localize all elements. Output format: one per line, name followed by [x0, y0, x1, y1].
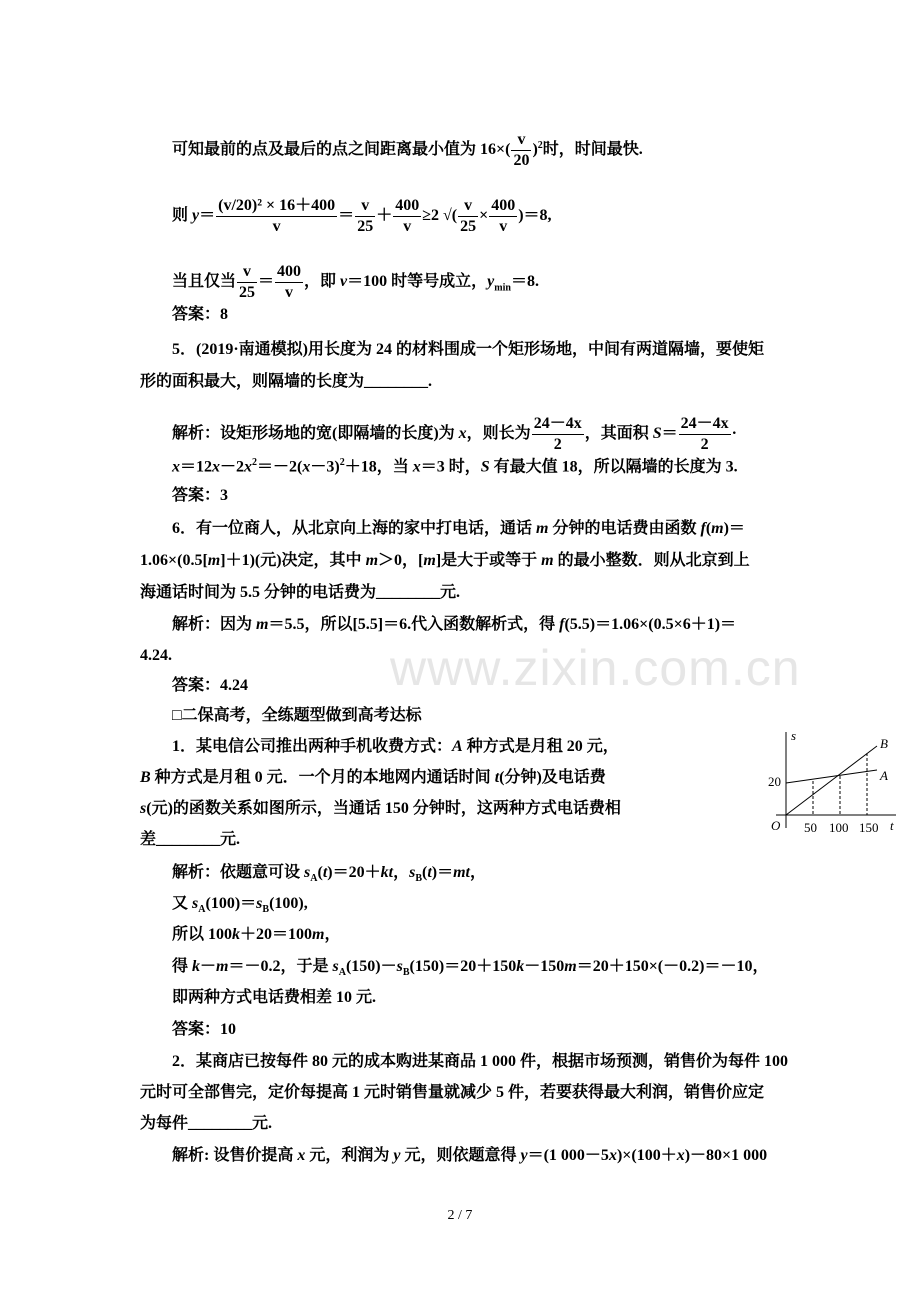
fraction	[216, 196, 337, 237]
text: ≥2 √(	[422, 207, 458, 225]
text-line	[140, 830, 240, 850]
math-variable: mt	[453, 864, 470, 881]
text: 又	[172, 895, 193, 912]
math-variable: k	[192, 958, 201, 975]
math-variable: x	[244, 458, 253, 476]
text: ，	[324, 926, 341, 943]
text: )＝8,	[518, 207, 552, 225]
numerator: 24－4x	[532, 414, 584, 435]
math-variable: v	[340, 273, 348, 291]
numerator: 400	[489, 196, 517, 217]
math-variable: x	[302, 458, 311, 476]
fraction	[275, 262, 303, 303]
math-variable: m	[365, 552, 379, 569]
line-b	[786, 746, 877, 815]
math-variable: kt	[380, 864, 394, 881]
text-line	[172, 1146, 767, 1166]
numerator: v	[355, 196, 375, 217]
numerator: v	[511, 130, 531, 151]
numerator: v	[237, 262, 257, 283]
denominator: 2	[553, 436, 562, 453]
text: 为每件________元.	[140, 1115, 273, 1132]
text-line	[140, 372, 432, 392]
text: ，其面积	[584, 425, 653, 443]
text-line	[172, 519, 745, 539]
text-line	[172, 988, 376, 1008]
numerator: (v/20)² × 16＋400	[216, 196, 337, 217]
denominator: v	[403, 218, 412, 235]
text-line	[172, 130, 643, 171]
text: ·	[731, 425, 737, 443]
text-line	[172, 486, 228, 506]
text-line	[172, 925, 341, 945]
text-line	[172, 305, 228, 325]
text: (5.5)＝1.06×(0.5×6＋1)＝	[564, 616, 737, 633]
text: ，即	[304, 273, 341, 291]
text: ＝	[258, 273, 275, 291]
text-line	[172, 1052, 788, 1072]
denominator: v	[272, 218, 281, 235]
text: )－80×1 000	[684, 1147, 768, 1164]
text: (	[421, 864, 428, 881]
text: 可知最前的点及最后的点之间距离最小值为 16×(	[172, 141, 511, 159]
math-variable: m	[711, 520, 724, 537]
text-line	[172, 414, 737, 455]
text: 差________元.	[140, 831, 241, 848]
fraction	[393, 196, 421, 237]
math-variable: s	[409, 864, 416, 881]
math-variable: s	[396, 958, 403, 975]
text: ＝－0.2，于是	[228, 958, 333, 975]
x-tick-100: 100	[829, 820, 849, 835]
denominator: 20	[513, 152, 530, 169]
text: 分钟的电话费由函数	[548, 520, 701, 537]
denominator: v	[285, 284, 294, 301]
text: 有最大值 18，所以隔墙的长度为 3.	[489, 458, 738, 476]
text: 时，时间最快.	[542, 141, 643, 159]
math-variable: A	[452, 738, 463, 755]
denominator: 25	[239, 284, 256, 301]
text: 解析：因为	[172, 616, 257, 633]
text-line	[140, 1083, 764, 1103]
text-line	[172, 863, 486, 889]
math-variable: t	[494, 769, 500, 786]
fraction	[489, 196, 517, 237]
text: 海通话时间为 5.5 分钟的电话费为________元.	[140, 584, 461, 601]
math-variable: y	[487, 273, 495, 291]
text: ＝8.	[510, 273, 539, 291]
text: 形的面积最大，则隔墙的长度为________.	[140, 373, 433, 390]
text: 当且仅当	[172, 273, 237, 291]
text: (100)＝	[205, 895, 257, 912]
text: 解析: 设售价提高	[172, 1147, 298, 1164]
text: ]是大于或等于	[435, 552, 542, 569]
text: －3)	[310, 458, 340, 476]
math-variable: x	[297, 1147, 306, 1164]
text: (150)＝20＋150	[409, 958, 517, 975]
math-variable: m	[536, 520, 549, 537]
math-variable: x	[676, 1147, 685, 1164]
subscript: B	[415, 873, 422, 885]
math-variable: k	[516, 958, 525, 975]
math-variable: x	[172, 458, 180, 476]
x-tick-150: 150	[859, 820, 879, 835]
text-line	[172, 957, 768, 983]
y-tick-20: 20	[768, 774, 781, 789]
text: 答案：10	[172, 1021, 237, 1038]
text: 5．(2019·南通模拟)用长度为 24 的材料围成一个矩形场地，中间有两道隔墙，要使矩	[172, 341, 764, 358]
text: ]＋1)(元)决定，其中	[220, 552, 366, 569]
text: －150	[524, 958, 565, 975]
text: ＝	[338, 207, 355, 225]
superscript: 2	[537, 139, 543, 151]
text: ＝3 时，	[420, 458, 481, 476]
math-variable: y	[520, 1147, 528, 1164]
text: ＋20＝100	[240, 926, 313, 943]
text-line	[172, 453, 738, 477]
text: ×	[479, 207, 489, 225]
fraction	[237, 262, 257, 303]
text: 2．某商店已按每件 80 元的成本购进某商品 1 000 件，根据市场预测，销售价为每件 100	[172, 1053, 789, 1070]
text: 种方式是月租 0 元．一个月的本地网内通话时间	[150, 769, 495, 786]
text: 的最小整数．则从北京到上	[553, 552, 750, 569]
text: ＝(1 000－5	[527, 1147, 609, 1164]
math-variable: s	[256, 895, 263, 912]
text: )×(100＋	[616, 1147, 677, 1164]
math-variable: f	[700, 520, 706, 537]
text-line	[172, 340, 764, 360]
fraction	[458, 196, 478, 237]
text: 6．有一位商人，从北京向上海的家中打电话，通话	[172, 520, 537, 537]
text: ＝－2(	[257, 458, 303, 476]
fraction	[355, 196, 375, 237]
math-variable: S	[652, 425, 662, 443]
math-variable: s	[140, 800, 147, 817]
subscript: A	[338, 967, 346, 979]
text-line	[172, 262, 539, 303]
text-line	[172, 615, 736, 635]
math-variable: x	[412, 458, 421, 476]
text: 得	[172, 958, 193, 975]
text: )＝	[723, 520, 745, 537]
text: ＝	[199, 207, 216, 225]
text-line	[172, 737, 619, 757]
math-variable: s	[332, 958, 339, 975]
page-number: 2 / 7	[447, 1208, 473, 1223]
text: 元，则依题意得	[400, 1147, 521, 1164]
math-variable: m	[564, 958, 577, 975]
text: ＝5.5，所以[5.5]＝6.代入函数解析式，得	[268, 616, 560, 633]
text-line	[140, 768, 606, 788]
text: (	[705, 520, 712, 537]
text: 1．某电信公司推出两种手机收费方式：	[172, 738, 453, 755]
line-a-label: A	[880, 768, 888, 783]
numerator: 24－4x	[679, 414, 731, 435]
text: (	[317, 864, 323, 881]
text: －	[200, 958, 217, 975]
text-line	[172, 196, 552, 237]
denominator: 25	[460, 218, 477, 235]
text-line	[140, 1114, 272, 1134]
text: ＋18，当	[344, 458, 413, 476]
text: 4.24.	[140, 647, 172, 664]
text: 答案：8	[172, 306, 229, 323]
math-variable: t	[322, 864, 328, 881]
text-line	[140, 551, 750, 571]
text-line	[172, 706, 422, 726]
superscript: 2	[339, 457, 345, 468]
math-variable: t	[427, 864, 432, 881]
text: 种方式是月租 20 元，	[462, 738, 619, 755]
math-variable: m	[207, 552, 221, 569]
text-line	[140, 646, 172, 666]
math-variable: m	[312, 926, 325, 943]
math-variable: s	[304, 864, 311, 881]
x-axis-label: t	[890, 818, 894, 833]
text: )	[532, 141, 538, 159]
subscript: A	[310, 873, 318, 885]
text: 即两种方式电话费相差 10 元.	[172, 989, 377, 1006]
text: 元时可全部售完，定价每提高 1 元时销售量就减少 5 件，若要获得最大利润，销售价应定	[140, 1084, 765, 1101]
fraction	[532, 414, 584, 455]
numerator: 400	[275, 262, 303, 283]
text: 解析：依题意可设	[172, 864, 305, 881]
math-variable: m	[256, 616, 269, 633]
subscript: B	[402, 967, 410, 979]
text: 解析：设矩形场地的宽(即隔墙的长度)为	[172, 425, 459, 443]
cost-graph	[762, 728, 902, 838]
math-variable: S	[480, 458, 490, 476]
text-line	[172, 1020, 236, 1040]
math-variable: s	[192, 895, 199, 912]
text: )＝20＋	[327, 864, 381, 881]
text: 所以 100	[172, 926, 233, 943]
math-variable: m	[423, 552, 436, 569]
numerator: 400	[393, 196, 421, 217]
text-line	[140, 583, 460, 603]
text: (150)－	[345, 958, 397, 975]
denominator: 2	[700, 436, 709, 453]
fraction	[679, 414, 731, 455]
text-line	[172, 676, 248, 696]
text: 答案：4.24	[172, 677, 249, 694]
math-variable: x	[458, 425, 467, 443]
text: ＝12	[180, 458, 213, 476]
text: ，则长为	[466, 425, 531, 443]
denominator: 25	[357, 218, 374, 235]
text: ＋	[376, 207, 393, 225]
math-variable: y	[192, 207, 200, 225]
text: ，	[470, 864, 487, 881]
superscript: 2	[252, 457, 258, 468]
subscript: min	[494, 282, 511, 294]
text: 答案：3	[172, 487, 229, 504]
subscript: A	[198, 904, 206, 916]
text: 元，利润为	[305, 1147, 394, 1164]
math-variable: k	[232, 926, 241, 943]
text: (分钟)及电话费	[499, 769, 606, 786]
text: ＞0，[	[378, 552, 424, 569]
text: □二保高考，全练题型做到高考达标	[172, 707, 422, 724]
math-variable: B	[140, 769, 151, 786]
text: ，	[393, 864, 410, 881]
math-variable: f	[559, 616, 565, 633]
text: ＝	[661, 425, 678, 443]
fraction	[511, 130, 531, 171]
text: ＝20＋150×(－0.2)＝－10，	[576, 958, 769, 975]
y-axis-label: s	[791, 728, 797, 743]
text: 1.06×(0.5[	[140, 552, 208, 569]
text: )＝	[431, 864, 454, 881]
text: (100),	[269, 895, 308, 912]
text-line	[140, 799, 621, 819]
numerator: v	[458, 196, 478, 217]
subscript: B	[262, 904, 270, 916]
math-variable: x	[212, 458, 221, 476]
origin-label: O	[771, 818, 781, 833]
line-b-label: B	[880, 736, 888, 751]
text: (元)的函数关系如图所示，当通话 150 分钟时，这两种方式电话费相	[146, 800, 621, 817]
watermark: www.zixin.com.cn	[390, 640, 801, 696]
text: －2	[220, 458, 245, 476]
math-variable: x	[608, 1147, 617, 1164]
math-variable: m	[216, 958, 229, 975]
text-line	[172, 894, 308, 920]
text: ＝100 时等号成立，	[347, 273, 488, 291]
math-variable: y	[393, 1147, 401, 1164]
text: 则	[172, 207, 193, 225]
x-tick-50: 50	[804, 820, 817, 835]
math-variable: m	[541, 552, 554, 569]
denominator: v	[499, 218, 508, 235]
